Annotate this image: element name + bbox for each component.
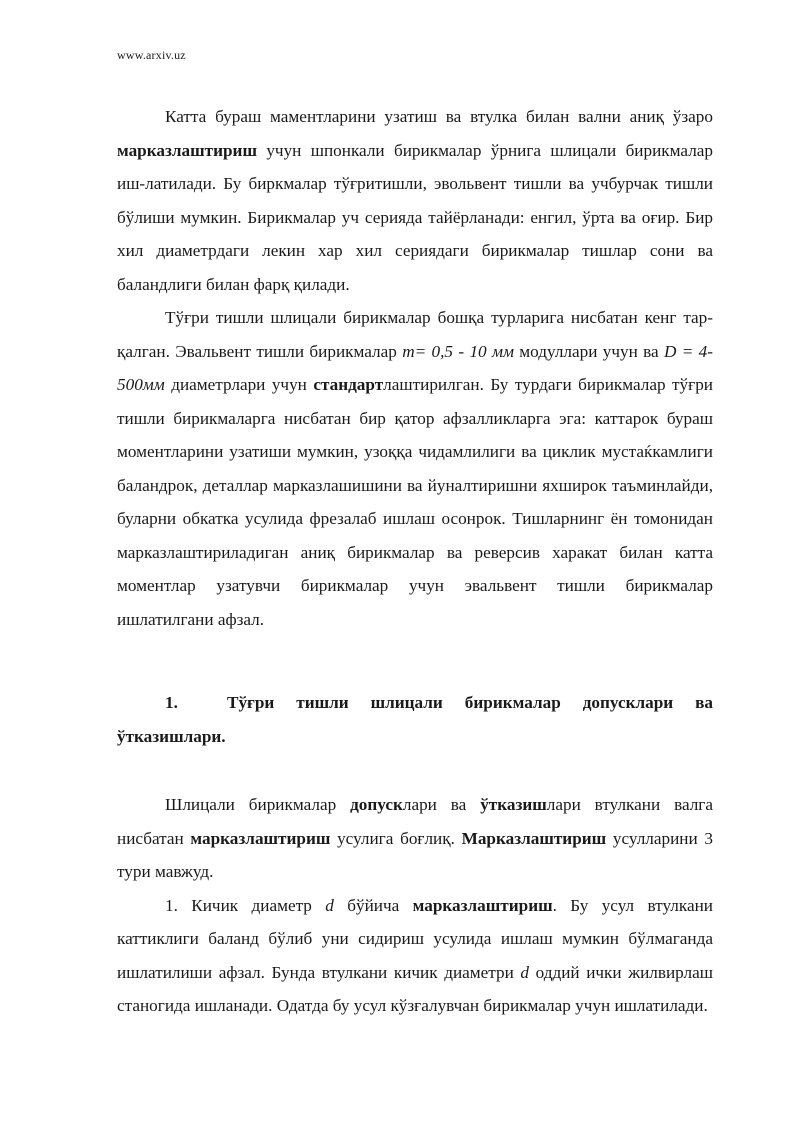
heading-number: 1. [165,693,178,712]
bold-term: стандарт [313,375,384,394]
paragraph-1: Катта бураш маментларини узатиш ва втулка билан вални аниқ ўзаро марказлаштириш учун шпонкали бирикмалар ўрнига шлицали бирикмалар иш-латилади. Бу биркмалар тўғритишли, эвольвент тишли ва учбурчак тишли бўлиши мумкин. Бирикмалар уч серияда тайёрланади: енгил, ўрта ва оғир. Бир хил диаметрдаги лекин хар хил сериядаги бирикмалар тишлар сони ва баландлиги билан фарқ қилади. [117,107,713,294]
bold-term: марказлаштириш [190,828,331,848]
bold-term: ўтказиш [480,795,547,814]
paragraph-3: Шлицали бирикмалар допусклари ва ўтказишлари втулкани валга нисбатан марказлаштириш усулига боғлиқ. Марказлаштириш усулларини 3 тури мавжуд. [117,795,713,881]
document-body [117,100,713,1023]
bold-term: Марказлаштириш [461,828,607,848]
site-url: www.arxiv.uz [117,48,186,62]
paragraph-4: 1. Кичик диаметр d бўйича марказлаштириш. Бу усул втулкани каттиклиги баланд бўлиб уни сидириш усулида ишлаш мумкин бўлмаганда ишлатилиши афзал. Бунда втулкани кичик диаметри d оддий ички жилвирлаш станогида ишланади. Одатда бу усул кўзғалувчан бирикмалар учун ишлатилади. [117,895,713,1015]
bold-term: допуск [350,795,403,814]
paragraph-2: Тўғри тишли шлицали бирикмалар бошқа турларига нисбатан кенг тар-қалган. Эвальвент тишли бирикмалар m= 0,5 - 10 мм модуллари учун ва D = 4- 500мм диаметрлари учун стандартлаштирилган. Бу турдаги бирикмалар тўғри тишли бирикмаларга нисбатан бир қатор афзалликларга эга: каттарок бураш моментларини узатиши мумкин, узоққа чидамлилиги ва циклик мустаќкамлиги баландрок, деталлар марказлашишини ва йуналтиришни яхширок таъминлайди, буларни обкатка усулида фрезалаб ишлаш осонрок. Тишларнинг ён томонидан марказлаштириладиган аниқ бирикмалар ва реверсив харакат билан катта моментлар узатувчи бирикмалар учун эвальвент тишли бирикмалар ишлатилгани афзал. [117,308,714,629]
italic-symbol: d [520,962,530,982]
heading-text: Тўғри тишли шлицали бирикмалар допусклари ва ўтказишлари. [117,693,713,746]
section-heading [117,686,713,753]
bold-term: марказлаштириш [412,895,553,915]
italic-formula: m= 0,5 - 10 мм [402,341,514,361]
italic-symbol: d [325,895,334,915]
bold-term: марказлаштириш [117,140,257,160]
italic-formula: D = 4- 500мм [117,341,714,394]
